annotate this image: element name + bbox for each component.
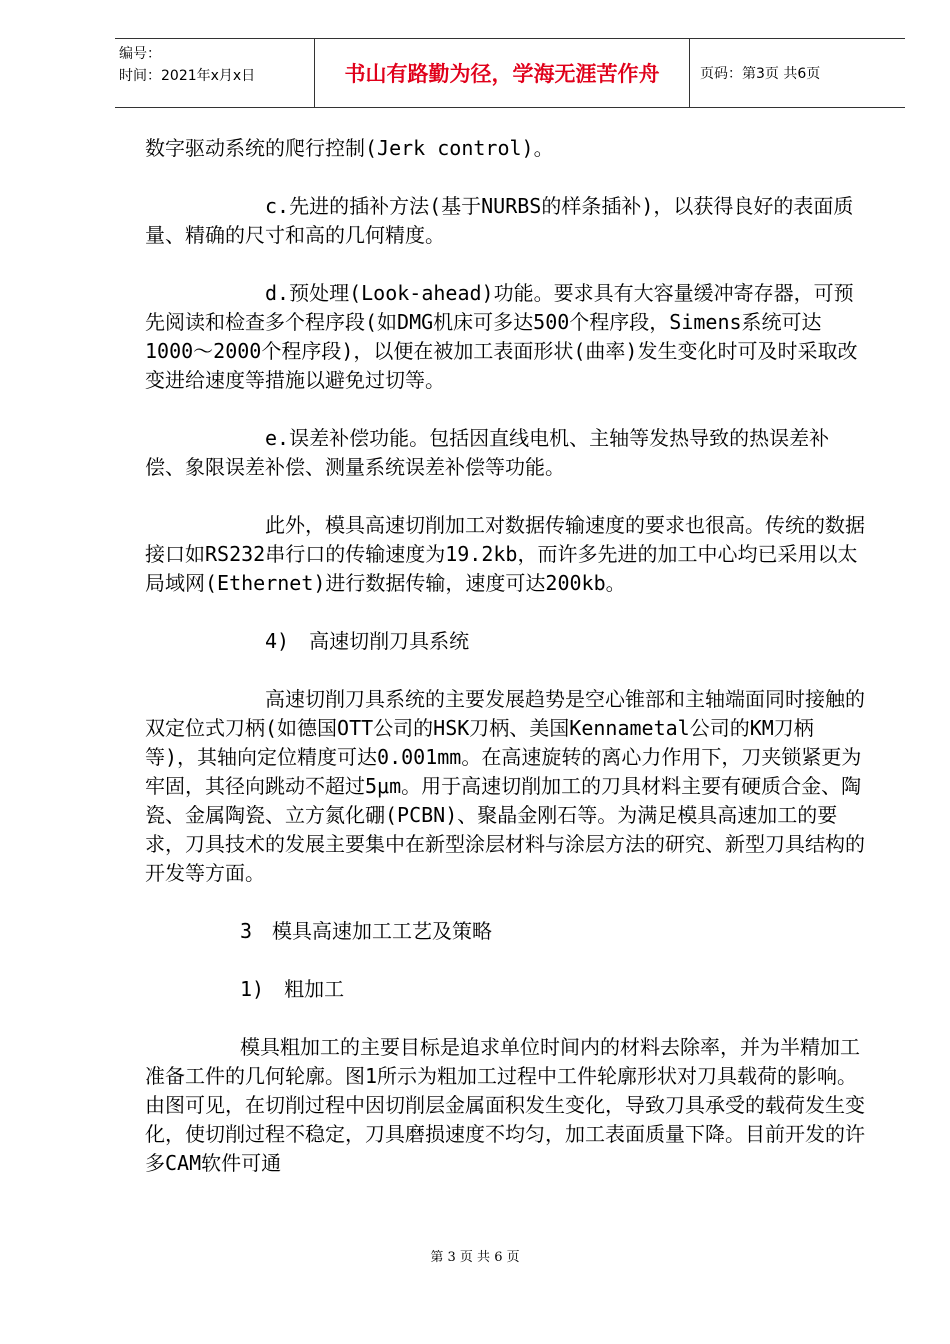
document-number-label: 编号： <box>119 46 161 62</box>
header-motto: 书山有路勤为径，学海无涯苦作舟 <box>315 39 690 107</box>
page-footer: 第 3 页 共 6 页 <box>430 1250 520 1265</box>
paragraph: d.预处理(Look-ahead)功能。要求具有大容量缓冲寄存器，可预先阅读和检查多个程序段(如DMG机床可多达500个程序段，Simens系统可达1000～2000个程序段)，以便在被加工表面形状(曲率)发生变化时可及时采取改变进给速度等措施以避免过切等。 <box>145 281 858 392</box>
document-time-label: 时间：2021年x月x日 <box>119 68 256 84</box>
document-body <box>145 134 865 1207</box>
paragraph: 高速切削刀具系统的主要发展趋势是空心锥部和主轴端面同时接触的双定位式刀柄(如德国OTT公司的HSK刀柄、美国Kennametal公司的KM刀柄等)，其轴向定位精度可达0.001mm。在高速旋转的离心力作用下，刀夹锁紧更为牢固，其径向跳动不超过5μm。用于高速切削加工的刀具材料主要有硬质合金、陶瓷、金属陶瓷、立方氮化硼(PCBN)、聚晶金刚石等。为满足模具高速加工的要求，刀具技术的发展主要集中在新型涂层材料与涂层方法的研究、新型刀具结构的开发等方面。 <box>145 687 865 885</box>
section-heading: 4) 高速切削刀具系统 <box>265 629 470 653</box>
paragraph: e.误差补偿功能。包括因直线电机、主轴等发热导致的热误差补偿、象限误差补偿、测量系统误差补偿等功能。 <box>145 426 830 479</box>
paragraph: 此外，模具高速切削加工对数据传输速度的要求也很高。传统的数据接口如RS232串行口的传输速度为19.2kb，而许多先进的加工中心均已采用以太局域网(Ethernet)进行数据传输，速度可达200kb。 <box>145 513 865 595</box>
section-heading: 1) 粗加工 <box>240 977 345 1001</box>
section-heading: 3 模具高速加工工艺及策略 <box>240 919 493 943</box>
paragraph: 模具粗加工的主要目标是追求单位时间内的材料去除率，并为半精加工准备工件的几何轮廓。图1所示为粗加工过程中工件轮廓形状对刀具载荷的影响。由图可见，在切削过程中因切削层金属面积发生变化，导致刀具承受的载荷发生变化，使切削过程不稳定，刀具磨损速度不均匀，加工表面质量下降。目前开发的许多CAM软件可通 <box>145 1035 865 1175</box>
header-meta <box>115 39 315 107</box>
page-header <box>115 38 905 108</box>
paragraph: c.先进的插补方法(基于NURBS的样条插补)，以获得良好的表面质量、精确的尺寸和高的几何精度。 <box>145 194 854 247</box>
header-page-number: 页码：第3页 共6页 <box>700 66 821 82</box>
paragraph: 数字驱动系统的爬行控制(Jerk control)。 <box>145 136 554 160</box>
